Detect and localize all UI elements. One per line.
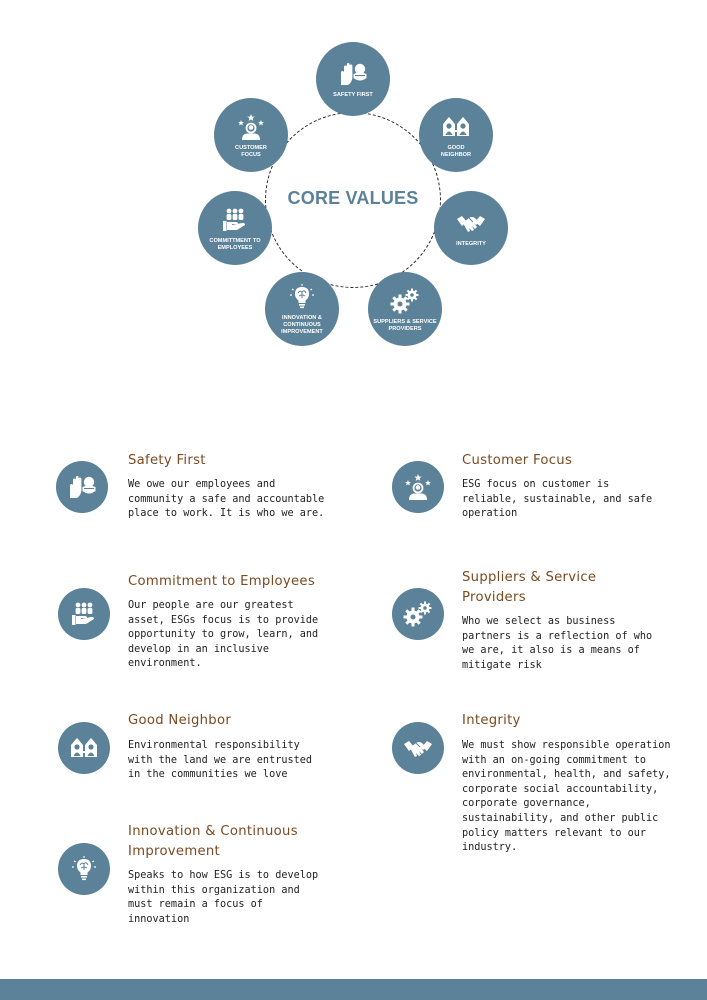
core-values-title: CORE VALUES [287, 188, 419, 208]
employees-body: Our people are our greatest asset, ESGs focus is to provide opportunity to grow, learn, and develop in an inclusive environment. [128, 600, 319, 670]
hand-mask-icon [67, 473, 97, 501]
node-label: INNOVATION & CONTINUOUS IMPROVEMENT [281, 315, 323, 335]
customer-focus-title: Customer Focus [462, 453, 573, 468]
node-suppliers [368, 272, 442, 346]
gears-icon [390, 288, 420, 314]
node-label: SUPPLIERS & SERVICE PROVIDERS [373, 318, 437, 332]
innovation-icon-circle [58, 843, 110, 895]
suppliers-icon-circle [392, 588, 444, 640]
handshake-icon [403, 734, 433, 762]
node-label: COMMITTMENT TO EMPLOYEES [209, 237, 261, 251]
neighbors-icon [441, 114, 471, 140]
node-label: SAFETY FIRST [333, 92, 373, 98]
handshake-icon [456, 210, 486, 236]
people-hand-icon [69, 600, 99, 628]
good-neighbor-body: Environmental responsibility with the land we are entrusted in the communities we love [128, 740, 313, 781]
lightbulb-brain-icon [69, 855, 99, 883]
good-neighbor-icon-circle [58, 722, 110, 774]
innovation-body: Speaks to how ESG is to develop within this organization and must remain a focus of innovation [128, 870, 319, 925]
suppliers-title: Suppliers & Service Providers [462, 570, 597, 605]
node-label: GOOD NEIGHBOR [440, 144, 472, 158]
node-integrity [434, 191, 508, 265]
node-employees [198, 191, 272, 265]
safety-first-title: Safety First [128, 453, 206, 468]
neighbors-icon [69, 734, 99, 762]
suppliers-body: Who we select as business partners is a reflection of who we are, it also is a means of mitigate risk [462, 616, 653, 671]
integrity-title: Integrity [462, 713, 521, 728]
lightbulb-brain-icon [287, 284, 317, 310]
innovation-title: Innovation & Continuous Improvement [128, 824, 298, 859]
footer-bar [0, 979, 707, 1000]
node-label: INTEGRITY [456, 241, 486, 247]
gears-icon [403, 600, 433, 628]
safety-first-body: We owe our employees and community a safe and accountable place to work. It is who we are. [128, 479, 325, 520]
customer-stars-icon [236, 114, 266, 140]
node-innovation [265, 272, 339, 346]
integrity-icon-circle [392, 722, 444, 774]
hand-mask-icon [338, 61, 368, 87]
people-hand-icon [220, 207, 250, 233]
customer-focus-body: ESG focus on customer is reliable, sustainable, and safe operation [462, 479, 653, 520]
customer-stars-icon [403, 473, 433, 501]
employees-title: Commitment to Employees [128, 574, 315, 589]
node-label: CUSTOMER FOCUS [235, 144, 267, 158]
integrity-body: We must show responsible operation with an on-going commitment to environmental, health, and safety, corporate social accountability, corporate governance, sustainability, and other public policy matters relevant to our industry. [462, 740, 671, 854]
node-safety-first [316, 42, 390, 116]
node-customer-focus [214, 98, 288, 172]
node-good-neighbor [419, 98, 493, 172]
good-neighbor-title: Good Neighbor [128, 713, 232, 728]
core-values-diagram [0, 0, 707, 380]
safety-first-icon-circle [56, 461, 108, 513]
employees-icon-circle [58, 588, 110, 640]
customer-focus-icon-circle [392, 461, 444, 513]
